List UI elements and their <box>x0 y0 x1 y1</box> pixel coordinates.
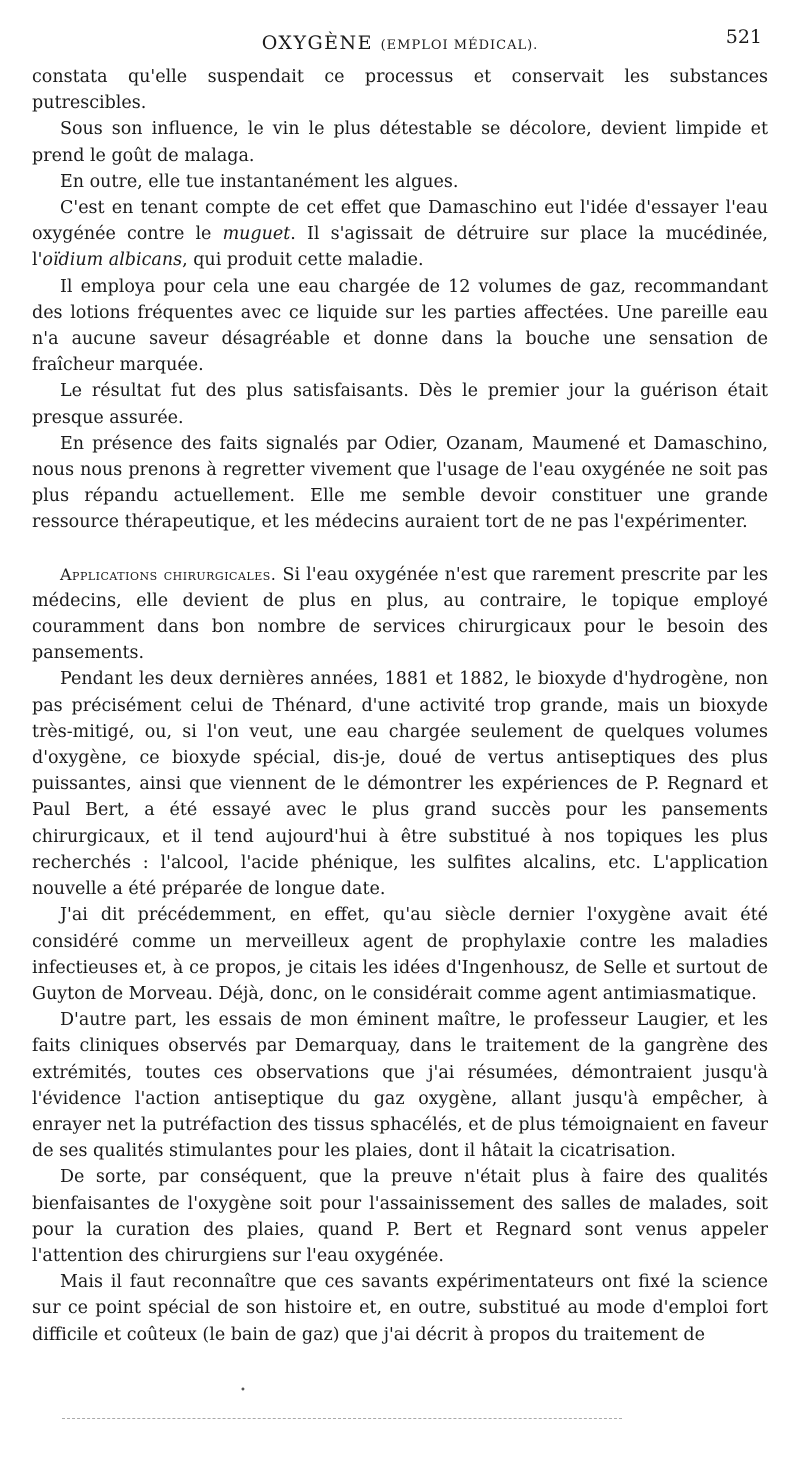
paragraph: Il employa pour cela une eau chargée de 12 volumes de gaz, recommandant des lotions fréquentes avec ce liquide sur les parties affectées. Une pareille eau n'a aucune saveur désagréable et donne dans la bouche une sensation de fraîcheur marquée. <box>32 276 768 376</box>
footer-rule <box>62 1418 622 1419</box>
paragraph: Pendant les deux dernières années, 1881 et 1882, le bioxyde d'hydrogène, non pas précisément celui de Thénard, d'une activité trop grande, mais un bioxyde très-mitigé, ou, si l'on veut, une eau chargée seulement de quelques volumes d'oxygène, ce bioxyde spécial, dis-je, doué de vertus antiseptiques des plus puissantes, ainsi que viennent de le démontrer les expériences de P. Regnard et Paul Bert, a été essayé avec le plus grand succès pour les pansements chirurgicaux, et il tend aujourd'hui à être substitué à nos topiques les plus recherchés : l'alcool, l'acide phénique, les sulfites alcalins, etc. L'application nouvelle a été préparée de longue date. <box>32 669 768 900</box>
paragraph: J'ai dit précédemment, en effet, qu'au siècle dernier l'oxygène avait été considéré comme un merveilleux agent de prophylaxie contre les maladies infectieuses et, à ce propos, je citais les idées d'Ingenhousz, de Selle et surtout de Guyton de Morveau. Déjà, donc, on le considérait comme agent antimiasmatique. <box>32 905 768 1004</box>
italic-term: muguet <box>222 224 291 245</box>
section-paragraph <box>32 562 768 667</box>
italic-term: oïdium albicans <box>42 250 183 271</box>
running-header <box>30 26 770 56</box>
section-heading: Applications chirurgicales. <box>60 564 277 584</box>
text-run: C'est en tenant compte de cet effet que Damaschino eut l'idée d'essayer l'eau oxygénée contre le <box>32 198 768 245</box>
paragraph: En outre, elle tue instantanément les algues. <box>60 171 459 192</box>
paragraph-continuation: constata qu'elle suspendait ce processus et conservait les substances putrescibles. <box>32 67 768 114</box>
paragraph: Mais il faut reconnaître que ces savants expérimentateurs ont fixé la science sur ce point spécial de son histoire et, en outre, substitué au mode d'emploi fort difficile et coûteux (le bain de gaz) que j'ai décrit à propos du traitement de <box>32 1272 768 1345</box>
paragraph: Sous son influence, le vin le plus détestable se décolore, devient limpide et prend le goût de malaga. <box>32 119 768 166</box>
paragraph: D'autre part, les essais de mon éminent maître, le professeur Laugier, et les faits cliniques observés par Demarquay, dans le traitement de la gangrène des extrémités, toutes ces observations que j'ai résumées, démontraient jusqu'à l'évidence l'action antiseptique du gaz oxygène, allant jusqu'à empêcher, à enrayer net la putréfaction des tissus sphacélés, et de plus témoignaient en faveur de ses qualités stimulantes pour les plaies, dont il hâtait la cicatrisation. <box>32 1010 768 1162</box>
paragraph: En présence des faits signalés par Odier, Ozanam, Maumené et Damaschino, nous nous prenons à regretter vivement que l'usage de l'eau oxygénée ne soit pas plus répandu actuellement. Elle me semble devoir constituer une grande ressource thérapeutique, et les médecins auraient tort de ne pas l'expérimenter. <box>32 433 768 533</box>
paragraph: Le résultat fut des plus satisfaisants. Dès le premier jour la guérison était presque assurée. <box>32 381 768 428</box>
footer-mark: • <box>240 1385 246 1396</box>
text-run: , qui produit cette maladie. <box>182 250 424 271</box>
body-text <box>32 64 768 1348</box>
text-run: . Il s'agissait de détruire sur place la mucédinée, l' <box>32 224 768 271</box>
title-main: OXYGÈNE <box>261 32 374 54</box>
paragraph: De sorte, par conséquent, que la preuve n'était plus à faire des qualités bienfaisantes de l'oxygène soit pour l'assainissement des salles de malades, soit pour la curation des plaies, quand P. Bert et Regnard sont venus appeler l'attention des chirurgiens sur l'eau oxygénée. <box>32 1167 768 1266</box>
page-number: 521 <box>725 26 762 48</box>
running-title <box>30 32 770 54</box>
paragraph <box>32 195 768 274</box>
text-run: Si l'eau oxygénée n'est que rarement prescrite par les médecins, elle devient de plus en plus, au contraire, le topique employé couramment dans bon nombre de services chirurgicaux pour le besoin des pansements. <box>32 564 768 664</box>
title-sub: (EMPLOI MÉDICAL). <box>380 38 539 53</box>
